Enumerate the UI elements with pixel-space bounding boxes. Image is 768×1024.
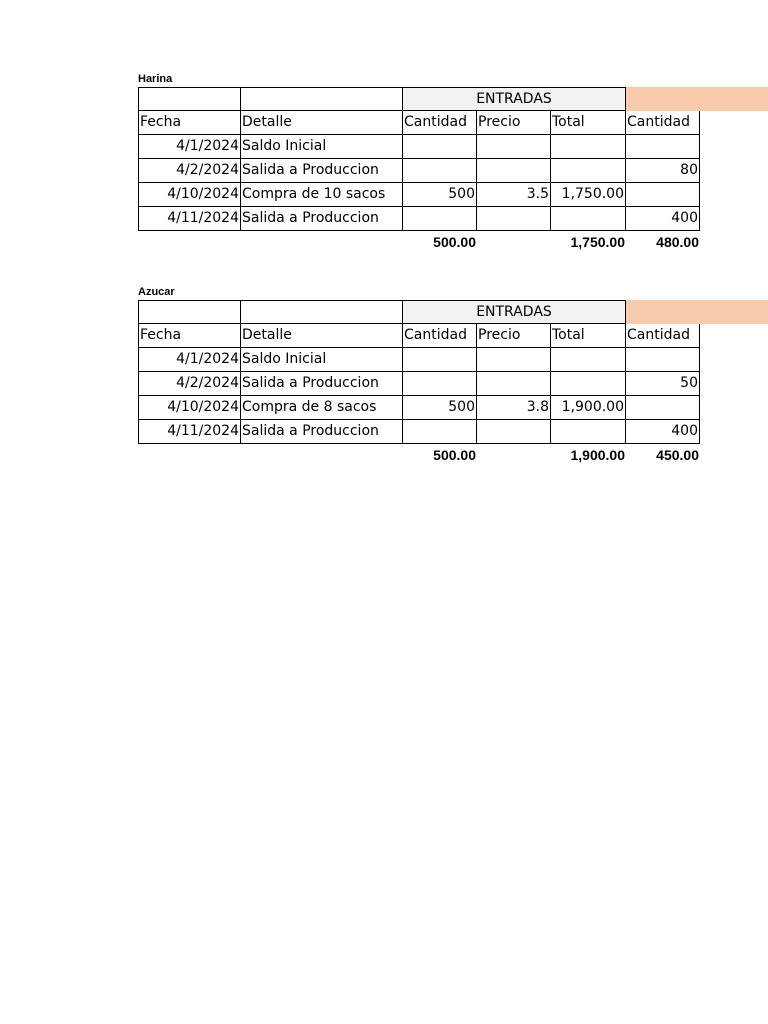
col-header-cantidad[interactable]: Cantidad xyxy=(403,324,477,348)
salidas-header-fill[interactable] xyxy=(626,87,768,111)
cell-cantidad[interactable] xyxy=(403,159,477,183)
harina-section xyxy=(138,71,768,255)
table-row xyxy=(138,396,768,420)
cell-fecha[interactable]: 4/2/2024 xyxy=(138,372,241,396)
cell-precio[interactable] xyxy=(477,159,551,183)
cell-fecha[interactable]: 4/2/2024 xyxy=(138,159,241,183)
salidas-header-fill[interactable] xyxy=(626,300,768,324)
header-blank-cell[interactable] xyxy=(241,300,403,324)
table-row xyxy=(138,207,768,231)
cell-cantidad-salida[interactable]: 400 xyxy=(626,207,700,231)
cell-cantidad[interactable] xyxy=(403,135,477,159)
col-header-fecha[interactable]: Fecha xyxy=(138,111,241,135)
cell-cantidad-salida[interactable] xyxy=(626,396,700,420)
total-cantidad-salida[interactable]: 450.00 xyxy=(656,447,699,463)
total-cantidad[interactable]: 500.00 xyxy=(433,447,476,463)
cell-total[interactable] xyxy=(551,207,626,231)
table-row xyxy=(138,135,768,159)
col-header-fecha[interactable]: Fecha xyxy=(138,324,241,348)
table-row xyxy=(138,183,768,207)
cell-precio[interactable]: 3.5 xyxy=(477,183,551,207)
cell-cantidad-salida[interactable]: 80 xyxy=(626,159,700,183)
cell-fecha[interactable]: 4/11/2024 xyxy=(138,207,241,231)
section-title-azucar: Azucar xyxy=(138,286,175,298)
cell-total[interactable] xyxy=(551,348,626,372)
col-header-detalle[interactable]: Detalle xyxy=(241,111,403,135)
totals-row xyxy=(138,444,768,468)
cell-precio[interactable] xyxy=(477,372,551,396)
totals-row xyxy=(138,231,768,255)
cell-cantidad-salida[interactable] xyxy=(626,348,700,372)
cell-total[interactable] xyxy=(551,372,626,396)
cell-precio[interactable] xyxy=(477,135,551,159)
cell-fecha[interactable]: 4/1/2024 xyxy=(138,348,241,372)
cell-cantidad-salida[interactable] xyxy=(626,183,700,207)
total-total[interactable]: 1,900.00 xyxy=(570,447,625,463)
cell-cantidad[interactable] xyxy=(403,348,477,372)
table-row xyxy=(138,372,768,396)
cell-total[interactable] xyxy=(551,135,626,159)
cell-detalle[interactable]: Compra de 10 sacos xyxy=(241,183,403,207)
cell-detalle[interactable]: Salida a Produccion xyxy=(241,420,403,444)
col-header-total[interactable]: Total xyxy=(551,111,626,135)
header-blank-cell[interactable] xyxy=(241,87,403,111)
azucar-section xyxy=(138,284,768,468)
entradas-header[interactable]: ENTRADAS xyxy=(403,87,626,111)
cell-fecha[interactable]: 4/10/2024 xyxy=(138,396,241,420)
col-header-precio[interactable]: Precio xyxy=(477,324,551,348)
cell-precio[interactable]: 3.8 xyxy=(477,396,551,420)
column-header-row xyxy=(138,324,768,348)
table-row xyxy=(138,159,768,183)
harina-table xyxy=(138,87,768,255)
cell-precio[interactable] xyxy=(477,348,551,372)
total-cantidad-salida[interactable]: 480.00 xyxy=(656,234,699,250)
cell-precio[interactable] xyxy=(477,420,551,444)
cell-cantidad[interactable]: 500 xyxy=(403,183,477,207)
total-cantidad[interactable]: 500.00 xyxy=(433,234,476,250)
cell-detalle[interactable]: Salida a Produccion xyxy=(241,159,403,183)
total-total[interactable]: 1,750.00 xyxy=(570,234,625,250)
cell-total[interactable]: 1,750.00 xyxy=(551,183,626,207)
header-blank-cell[interactable] xyxy=(138,300,241,324)
cell-detalle[interactable]: Compra de 8 sacos xyxy=(241,396,403,420)
cell-detalle[interactable]: Salida a Produccion xyxy=(241,207,403,231)
col-header-cantidad-salida[interactable]: Cantidad xyxy=(626,111,700,135)
cell-fecha[interactable]: 4/11/2024 xyxy=(138,420,241,444)
azucar-table xyxy=(138,300,768,468)
col-header-cantidad[interactable]: Cantidad xyxy=(403,111,477,135)
cell-detalle[interactable]: Saldo Inicial xyxy=(241,348,403,372)
cell-total[interactable] xyxy=(551,420,626,444)
entradas-header[interactable]: ENTRADAS xyxy=(403,300,626,324)
header-blank-cell[interactable] xyxy=(138,87,241,111)
col-header-cantidad-salida[interactable]: Cantidad xyxy=(626,324,700,348)
table-row xyxy=(138,420,768,444)
col-header-precio[interactable]: Precio xyxy=(477,111,551,135)
cell-cantidad[interactable] xyxy=(403,207,477,231)
cell-total[interactable]: 1,900.00 xyxy=(551,396,626,420)
cell-cantidad-salida[interactable]: 400 xyxy=(626,420,700,444)
cell-cantidad-salida[interactable] xyxy=(626,135,700,159)
group-header-row xyxy=(138,300,768,324)
group-header-row xyxy=(138,87,768,111)
column-header-row xyxy=(138,111,768,135)
section-title-harina: Harina xyxy=(138,73,173,85)
cell-cantidad[interactable] xyxy=(403,420,477,444)
cell-detalle[interactable]: Salida a Produccion xyxy=(241,372,403,396)
cell-cantidad[interactable] xyxy=(403,372,477,396)
col-header-detalle[interactable]: Detalle xyxy=(241,324,403,348)
cell-fecha[interactable]: 4/10/2024 xyxy=(138,183,241,207)
cell-total[interactable] xyxy=(551,159,626,183)
table-row xyxy=(138,348,768,372)
cell-fecha[interactable]: 4/1/2024 xyxy=(138,135,241,159)
cell-cantidad-salida[interactable]: 50 xyxy=(626,372,700,396)
col-header-total[interactable]: Total xyxy=(551,324,626,348)
cell-detalle[interactable]: Saldo Inicial xyxy=(241,135,403,159)
cell-cantidad[interactable]: 500 xyxy=(403,396,477,420)
cell-precio[interactable] xyxy=(477,207,551,231)
